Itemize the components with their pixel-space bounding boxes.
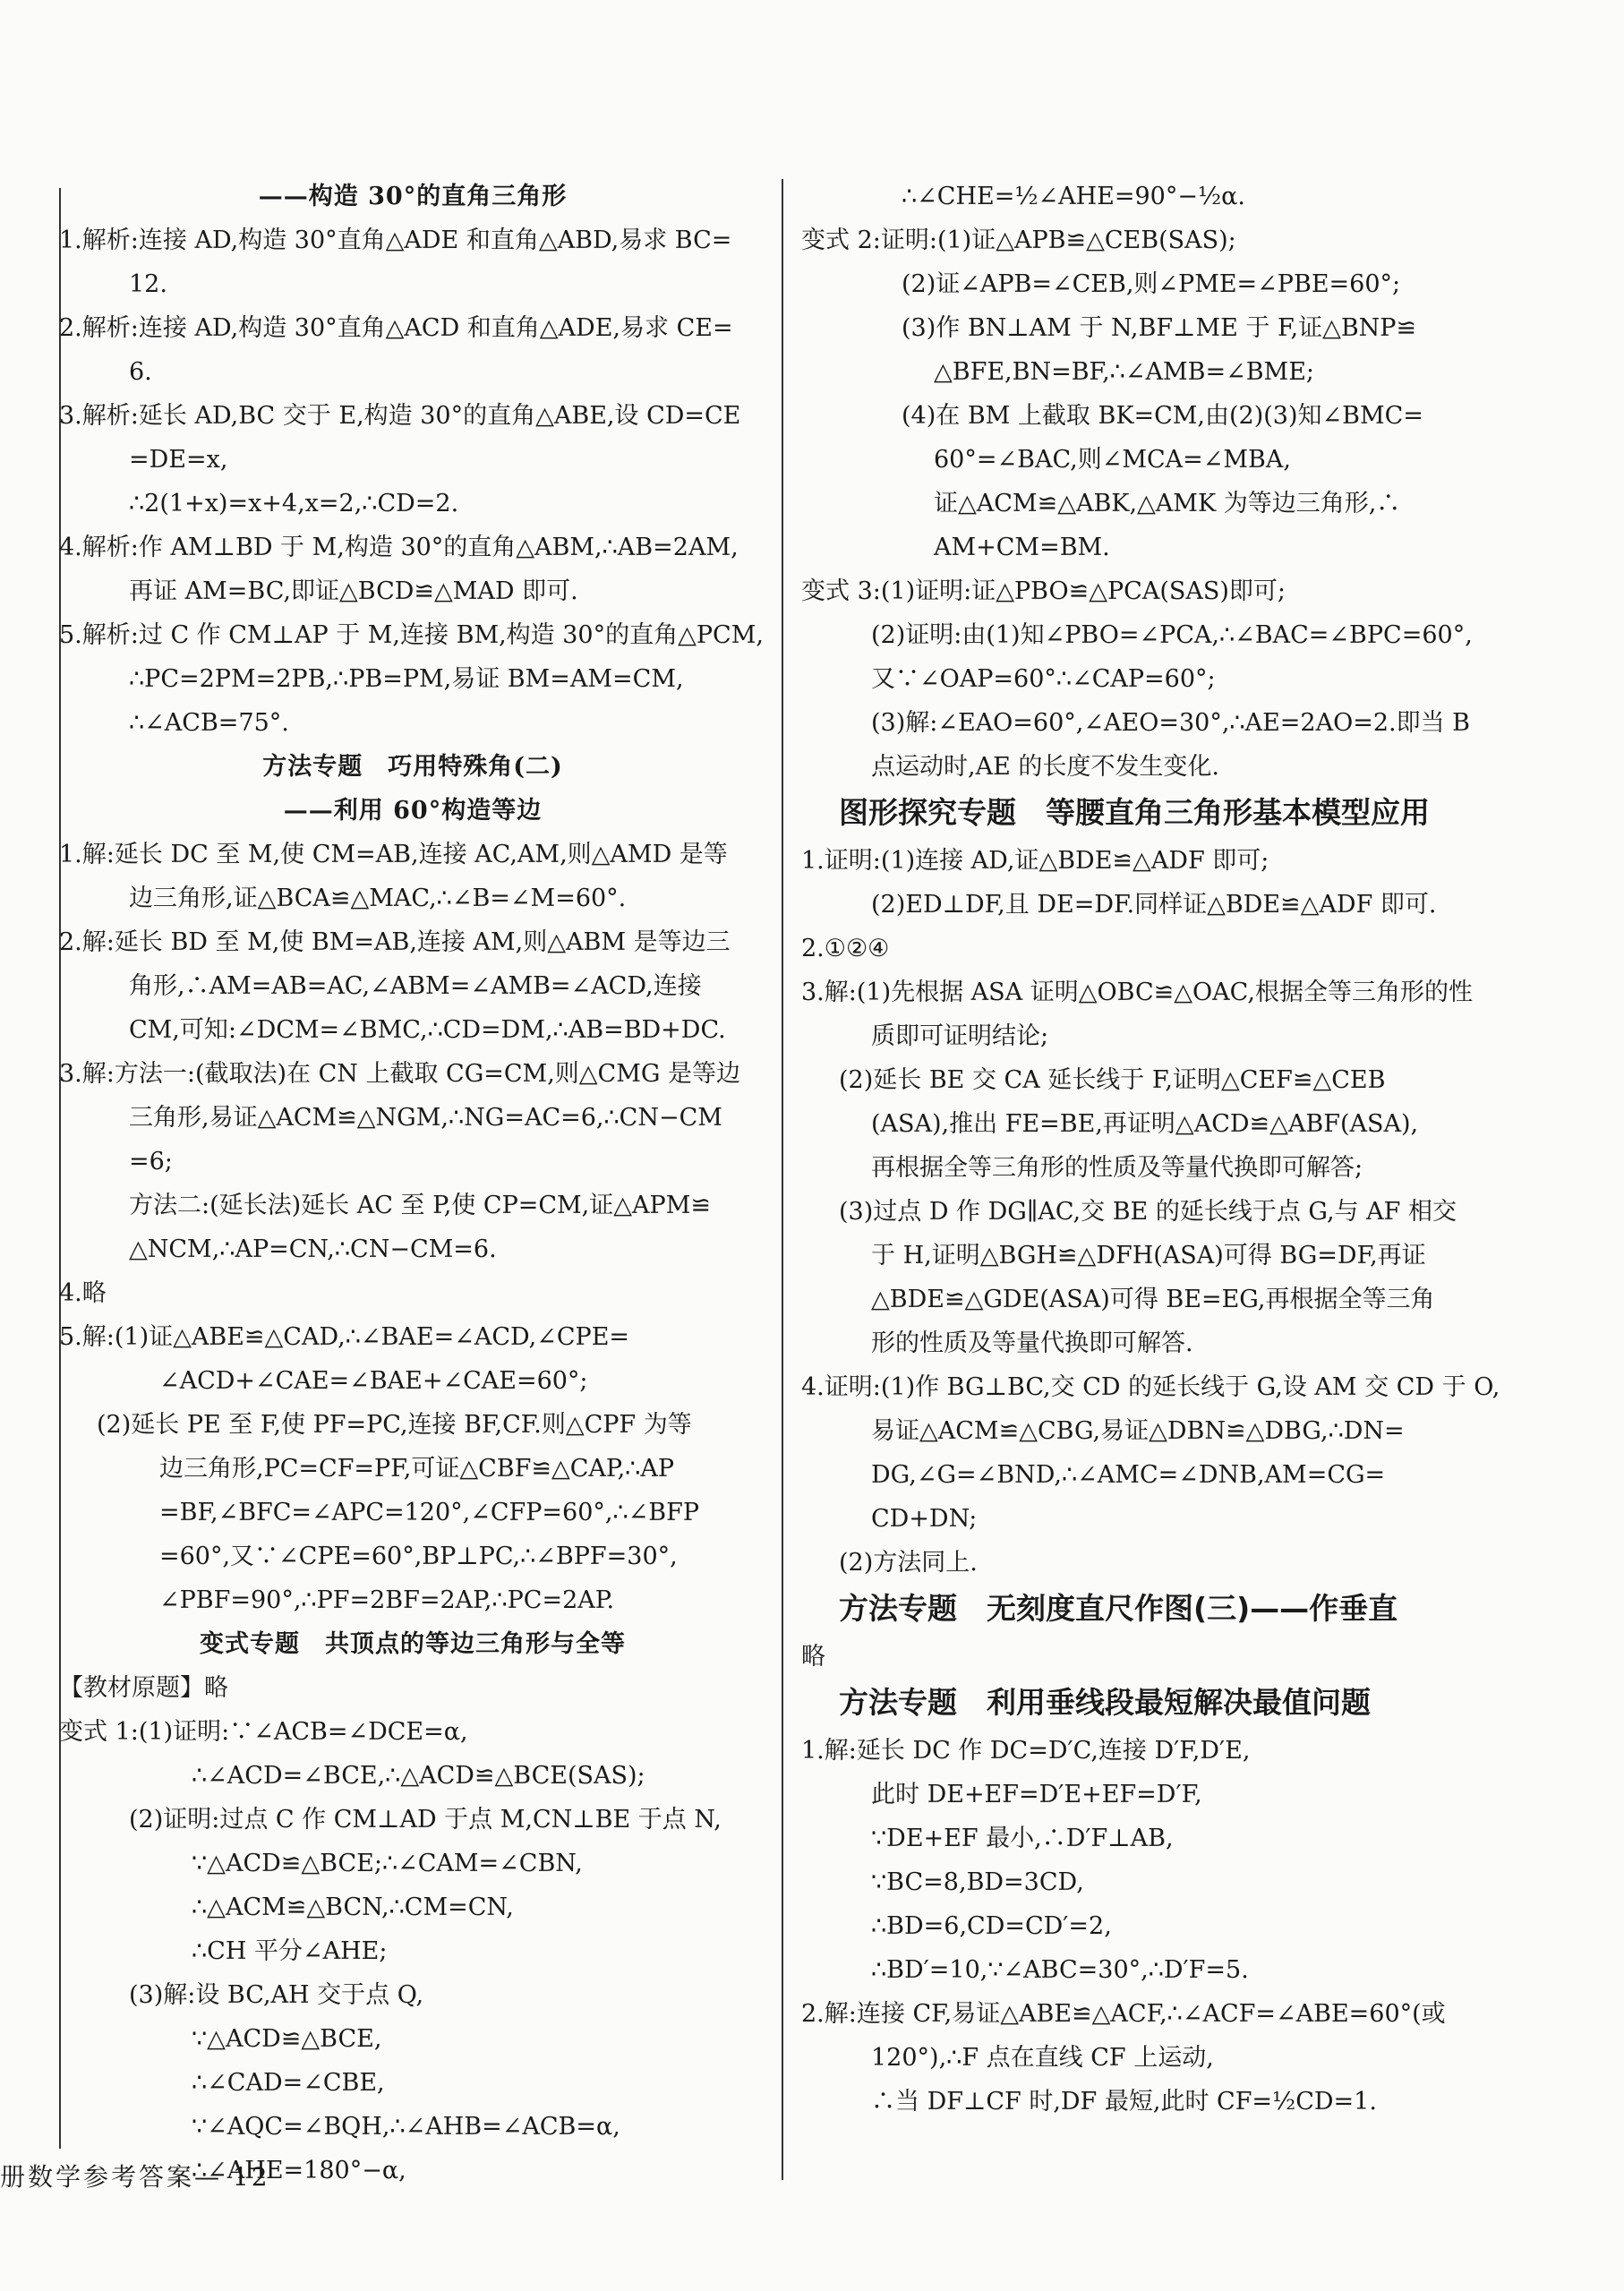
left-line: (3)解:设 BC,AH 交于点 Q, xyxy=(129,1981,424,2009)
left-line: 12. xyxy=(129,270,167,298)
right-line: 1.证明:(1)连接 AD,证△BDE≌△ADF 即可; xyxy=(801,847,1269,875)
left-line: 2.解析:连接 AD,构造 30°直角△ACD 和直角△ADE,易求 CE= xyxy=(59,314,733,342)
left-line: 4.解析:作 AM⊥BD 于 M,构造 30°的直角△ABM,∴AB=2AM, xyxy=(59,534,739,561)
right-line: ∵BC=8,BD=3CD, xyxy=(871,1868,1084,1896)
left-line: ∠PBF=90°,∴PF=2BF=2AP,∴PC=2AP. xyxy=(159,1586,615,1614)
right-line: △BDE≌△GDE(ASA)可得 BE=EG,再根据全等三角 xyxy=(871,1286,1435,1313)
left-line: ∴∠AHE=180°−α, xyxy=(192,2157,406,2184)
right-line: ∴BD=6,CD=CD′=2, xyxy=(871,1912,1112,1940)
right-line: (2)证∠APB=∠CEB,则∠PME=∠PBE=60°; xyxy=(902,270,1401,298)
right-line: 此时 DE+EF=D′E+EF=D′F, xyxy=(871,1781,1202,1808)
left-line: ——构造 30°的直角三角形 xyxy=(258,183,568,210)
left-line: 边三角形,证△BCA≌△MAC,∴∠B=∠M=60°. xyxy=(129,885,627,912)
left-line: =BF,∠BFC=∠APC=120°,∠CFP=60°,∴∠BFP xyxy=(159,1499,700,1526)
right-line: 4.证明:(1)作 BG⊥BC,交 CD 的延长线于 G,设 AM 交 CD 于 O, xyxy=(801,1373,1500,1401)
right-line: 又∵∠OAP=60°∴∠CAP=60°; xyxy=(871,665,1216,693)
left-line: 方法二:(延长法)延长 AC 至 P,使 CP=CM,证△APM≌ xyxy=(129,1192,711,1219)
right-line: 略 xyxy=(801,1643,825,1671)
right-line: (3)过点 D 作 DG∥AC,交 BE 的延长线于点 G,与 AF 相交 xyxy=(839,1198,1457,1226)
right-line: (3)作 BN⊥AM 于 N,BF⊥ME 于 F,证△BNP≌ xyxy=(902,314,1417,342)
right-line: AM+CM=BM. xyxy=(934,534,1110,561)
left-line: 1.解析:连接 AD,构造 30°直角△ADE 和直角△ABD,易求 BC= xyxy=(59,227,732,254)
left-line: CM,可知:∠DCM=∠BMC,∴CD=DM,∴AB=BD+DC. xyxy=(129,1016,726,1044)
left-line: ∴∠ACD=∠BCE,∴△ACD≌△BCE(SAS); xyxy=(192,1762,645,1790)
right-line: △BFE,BN=BF,∴∠AMB=∠BME; xyxy=(934,358,1314,386)
left-line: 5.解:(1)证△ABE≌△CAD,∴∠BAE=∠ACD,∠CPE= xyxy=(59,1323,630,1351)
left-line: 6. xyxy=(129,358,152,386)
left-line: 1.解:延长 DC 至 M,使 CM=AB,连接 AC,AM,则△AMD 是等 xyxy=(59,841,728,868)
right-line: (ASA),推出 FE=BE,再证明△ACD≌△ABF(ASA), xyxy=(871,1110,1419,1138)
right-line: DG,∠G=∠BND,∴∠AMC=∠DNB,AM=CG= xyxy=(871,1461,1386,1489)
left-line: (2)证明:过点 C 作 CM⊥AD 于点 M,CN⊥BE 于点 N, xyxy=(129,1806,722,1834)
right-line: 方法专题 无刻度直尺作图(三)——作垂直 xyxy=(839,1591,1398,1626)
left-line: ∴PC=2PM=2PB,∴PB=PM,易证 BM=AM=CM, xyxy=(129,665,684,693)
left-line: =DE=x, xyxy=(129,446,228,474)
right-line: 2.解:连接 CF,易证△ABE≌△ACF,∴∠ACF=∠ABE=60°(或 xyxy=(801,2000,1446,2028)
left-line: 边三角形,PC=CF=PF,可证△CBF≌△CAP,∴AP xyxy=(159,1455,674,1483)
right-line: ∴BD′=10,∵∠ABC=30°,∴D′F=5. xyxy=(871,1956,1249,1984)
left-line: ∴CH 平分∠AHE; xyxy=(192,1937,388,1965)
page-footer: 册数学参考答案— 12 xyxy=(0,2162,270,2192)
right-line: 图形探究专题 等腰直角三角形基本模型应用 xyxy=(839,795,1430,830)
left-line: ∴△ACM≌△BCN,∴CM=CN, xyxy=(192,1893,514,1921)
left-line: ∵△ACD≌△BCE, xyxy=(192,2025,382,2053)
right-line: ∴当 DF⊥CF 时,DF 最短,此时 CF=½CD=1. xyxy=(871,2088,1377,2116)
left-line: ∴2(1+x)=x+4,x=2,∴CD=2. xyxy=(129,490,459,517)
right-line: 变式 2:证明:(1)证△APB≌△CEB(SAS); xyxy=(801,227,1236,254)
left-line: ∴∠ACB=75°. xyxy=(129,709,289,737)
left-line: 4.略 xyxy=(59,1279,107,1307)
right-line: (2)ED⊥DF,且 DE=DF.同样证△BDE≌△ADF 即可. xyxy=(871,891,1437,919)
right-line: 再根据全等三角形的性质及等量代换即可解答; xyxy=(871,1154,1363,1182)
right-line: (2)延长 BE 交 CA 延长线于 F,证明△CEF≌△CEB xyxy=(839,1066,1386,1094)
left-line: =60°,又∵∠CPE=60°,BP⊥PC,∴∠BPF=30°, xyxy=(159,1543,678,1570)
right-line: ∵DE+EF 最小,∴D′F⊥AB, xyxy=(871,1825,1174,1852)
left-line: 变式 1:(1)证明:∵∠ACB=∠DCE=α, xyxy=(59,1718,468,1746)
column-divider xyxy=(782,179,783,2180)
right-line: (4)在 BM 上截取 BK=CM,由(2)(3)知∠BMC= xyxy=(902,402,1423,430)
left-line: ∴∠CAD=∠CBE, xyxy=(192,2069,385,2097)
right-line: 2.①②④ xyxy=(801,935,890,962)
right-line: 方法专题 利用垂线段最短解决最值问题 xyxy=(839,1685,1371,1720)
right-line: (2)证明:由(1)知∠PBO=∠PCA,∴∠BAC=∠BPC=60°, xyxy=(871,621,1473,649)
left-line: 5.解析:过 C 作 CM⊥AP 于 M,连接 BM,构造 30°的直角△PCM, xyxy=(59,621,764,649)
right-line: 点运动时,AE 的长度不发生变化. xyxy=(871,753,1219,781)
right-line: 120°),∴F 点在直线 CF 上运动, xyxy=(871,2044,1214,2072)
left-line: ——利用 60°构造等边 xyxy=(283,797,543,825)
left-line: ∠ACD+∠CAE=∠BAE+∠CAE=60°; xyxy=(159,1367,588,1395)
right-line: ∴∠CHE=½∠AHE=90°−½α. xyxy=(902,183,1245,210)
left-line: 变式专题 共顶点的等边三角形与全等 xyxy=(200,1630,626,1658)
left-line: (2)延长 PE 至 F,使 PF=PC,连接 BF,CF.则△CPF 为等 xyxy=(97,1411,692,1439)
left-line: 3.解:方法一:(截取法)在 CN 上截取 CG=CM,则△CMG 是等边 xyxy=(59,1060,741,1088)
left-line: ∵∠AQC=∠BQH,∴∠AHB=∠ACB=α, xyxy=(192,2113,620,2141)
right-line: 质即可证明结论; xyxy=(871,1022,1049,1050)
left-line: 再证 AM=BC,即证△BCD≌△MAD 即可. xyxy=(129,577,578,605)
right-line: (2)方法同上. xyxy=(839,1549,978,1577)
right-line: 于 H,证明△BGH≌△DFH(ASA)可得 BG=DF,再证 xyxy=(871,1242,1426,1269)
right-line: 证△ACM≌△ABK,△AMK 为等边三角形,∴ xyxy=(934,490,1401,517)
left-column xyxy=(59,175,766,2193)
left-line: 【教材原题】略 xyxy=(59,1674,228,1702)
right-line: 形的性质及等量代换即可解答. xyxy=(871,1329,1193,1357)
right-line: 1.解:延长 DC 作 DC=D′C,连接 D′F,D′E, xyxy=(801,1737,1251,1765)
right-line: 60°=∠BAC,则∠MCA=∠MBA, xyxy=(934,446,1291,474)
left-line: 方法专题 巧用特殊角(二) xyxy=(262,753,563,781)
right-line: 变式 3:(1)证明:证△PBO≌△PCA(SAS)即可; xyxy=(801,577,1286,605)
left-line: =6; xyxy=(129,1148,173,1175)
right-line: 易证△ACM≌△CBG,易证△DBN≌△DBG,∴DN= xyxy=(871,1417,1405,1445)
left-line: 2.解:延长 BD 至 M,使 BM=AB,连接 AM,则△ABM 是等边三 xyxy=(59,928,731,956)
left-line: △NCM,∴AP=CN,∴CN−CM=6. xyxy=(129,1235,497,1263)
left-line: ∵△ACD≌△BCE;∴∠CAM=∠CBN, xyxy=(192,1850,583,1877)
right-line: (3)解:∠EAO=60°,∠AEO=30°,∴AE=2AO=2.即当 B xyxy=(871,709,1471,737)
right-line: CD+DN; xyxy=(871,1505,978,1533)
right-column xyxy=(801,175,1504,2124)
left-line: 角形,∴AM=AB=AC,∠ABM=∠AMB=∠ACD,连接 xyxy=(129,972,702,1000)
right-line: 3.解:(1)先根据 ASA 证明△OBC≌△OAC,根据全等三角形的性 xyxy=(801,979,1473,1006)
left-line: 三角形,易证△ACM≌△NGM,∴NG=AC=6,∴CN−CM xyxy=(129,1104,722,1132)
left-line: 3.解析:延长 AD,BC 交于 E,构造 30°的直角△ABE,设 CD=CE xyxy=(59,402,741,430)
